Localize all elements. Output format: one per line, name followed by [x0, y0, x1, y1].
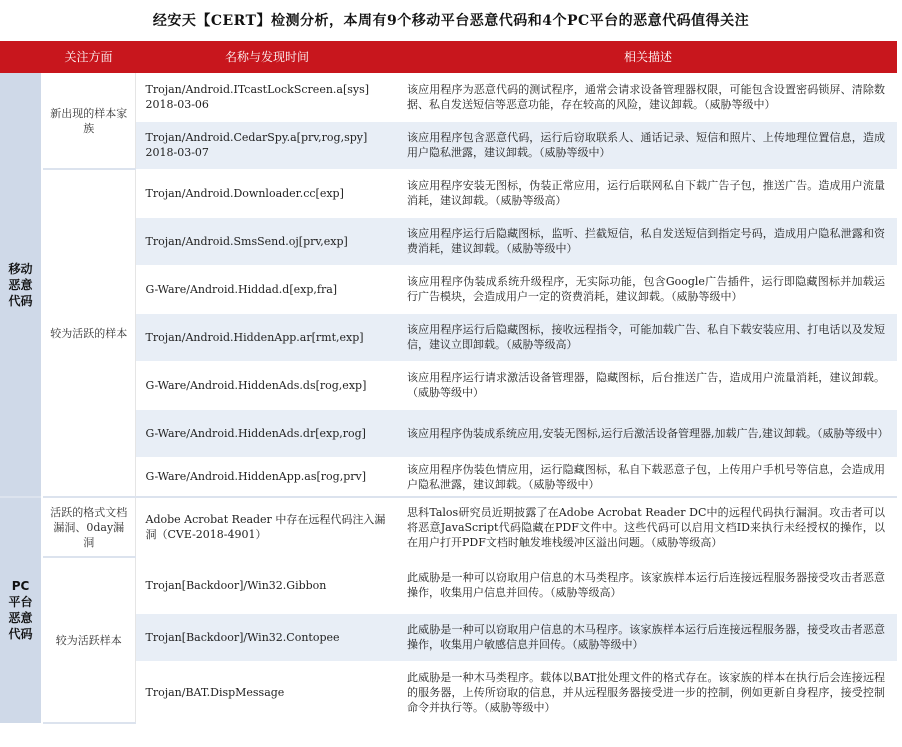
page-title: 经安天【CERT】检测分析，本周有9个移动平台恶意代码和4个PC平台的恶意代码值得关注 [152, 13, 750, 29]
sample-desc: 此威胁是一种可以窃取用户信息的木马程序。该家族样本运行后连接远程服务器，接受攻击者恶意操作，收集用户敏感信息并回传。（威胁等级中） [399, 613, 897, 661]
sample-desc: 该应用程序运行请求激活设备管理器，隐藏图标，后台推送广告，造成用户流量消耗，建议卸载。（威胁等级中） [399, 361, 897, 409]
sample-desc: 此威胁是一种可以窃取用户信息的木马类程序。该家族样本运行后连接远程服务器接受攻击者恶意操作，收集用户信息并回传。（威胁等级高） [399, 557, 897, 613]
sample-name: Trojan/Android.Downloader.cc[exp] [135, 169, 399, 217]
sample-desc: 该应用程序伪装成系统升级程序，无实际功能，包含Google广告插件，运行即隐藏图标并加载运行广告模块，会造成用户一定的资费消耗，建议卸载。（威胁等级中） [399, 265, 897, 313]
category-mobile-label: 移动恶意代码 [8, 261, 33, 308]
sample-name: Trojan/BAT.DispMessage [135, 661, 399, 723]
table-row [0, 661, 897, 723]
sample-desc: 该应用程序包含恶意代码，运行后窃取联系人、通话记录、短信和照片、上传地理位置信息，造成用户隐私泄露，建议卸载。（威胁等级中） [399, 121, 897, 169]
sample-name: G-Ware/Android.HiddenAds.ds[rog,exp] [135, 361, 399, 409]
category-mobile [0, 73, 42, 497]
table-row [0, 457, 897, 497]
sample-desc: 此威胁是一种木马类程序。载体以BAT批处理文件的格式存在。该家族的样本在执行后会连接远程的服务器，上传所窃取的信息，并从远程服务器接受进一步的控制，例如更新自身程序，接受控制命令并执行等。（威胁等级中） [399, 661, 897, 723]
table-row [0, 121, 897, 169]
sample-desc: 该应用程序伪装成系统应用,安装无图标,运行后激活设备管理器,加载广告,建议卸载。（威胁等级中） [399, 409, 897, 457]
sample-name: Adobe Acrobat Reader 中存在远程代码注入漏洞（CVE-2018-4901） [135, 497, 399, 557]
table-row [0, 497, 897, 557]
table-row [0, 557, 897, 613]
sample-desc: 该应用程序伪装色情应用，运行隐藏图标，私自下载恶意子包，上传用户手机号等信息，会造成用户隐私泄露，建议卸载。（威胁等级中） [399, 457, 897, 497]
sample-name: Trojan[Backdoor]/Win32.Contopee [135, 613, 399, 661]
header-focus: 关注方面 [42, 41, 135, 73]
table-row [0, 265, 897, 313]
sample-name: Trojan/Android.SmsSend.oj[prv,exp] [135, 217, 399, 265]
header-desc: 相关描述 [399, 41, 897, 73]
sample-name: Trojan/Android.HiddenApp.ar[rmt,exp] [135, 313, 399, 361]
header-name: 名称与发现时间 [135, 41, 399, 73]
sample-name: Trojan/Android.ITcastLockScreen.a[sys] 2018-03-06 [135, 73, 399, 121]
sample-name: Trojan/Android.CedarSpy.a[prv,rog,spy] 2018-03-07 [135, 121, 399, 169]
category-pc-label: PC平台恶意代码 [8, 579, 33, 642]
group-label-vulnerability: 活跃的格式文档漏洞、0day漏洞 [42, 497, 135, 557]
header-blank [0, 41, 42, 73]
table-row [0, 409, 897, 457]
table-row [0, 217, 897, 265]
sample-name: G-Ware/Android.HiddenApp.as[rog,prv] [135, 457, 399, 497]
group-label-new-family: 新出现的样本家族 [42, 73, 135, 169]
sample-desc: 该应用程序运行后隐藏图标，监听、拦截短信，私自发送短信到指定号码，造成用户隐私泄露和资费消耗，建议卸载。（威胁等级中） [399, 217, 897, 265]
table-row [0, 169, 897, 217]
malware-table [0, 41, 897, 724]
table-row [0, 73, 897, 121]
table-row [0, 361, 897, 409]
sample-desc: 思科Talos研究员近期披露了在Adobe Acrobat Reader DC中的远程代码执行漏洞。攻击者可以将恶意JavaScript代码隐藏在PDF文件中。这些代码可以启用文档ID来执行未经授权的操作，以在用户打开PDF文档时触发堆栈缓冲区溢出问题。（威胁等级高） [399, 497, 897, 557]
table-row [0, 613, 897, 661]
table-row [0, 313, 897, 361]
table-header-row [0, 41, 897, 73]
group-label-active-pc: 较为活跃样本 [42, 557, 135, 723]
category-pc [0, 497, 42, 723]
sample-desc: 该应用程序安装无图标，伪装正常应用，运行后联网私自下载广告子包，推送广告。造成用户流量消耗，建议卸载。（威胁等级高） [399, 169, 897, 217]
sample-name: Trojan[Backdoor]/Win32.Gibbon [135, 557, 399, 613]
sample-desc: 该应用程序为恶意代码的测试程序，通常会请求设备管理器权限，可能包含设置密码锁屏、清除数据、私自发送短信等恶意功能，存在较高的风险，建议卸载。（威胁等级中） [399, 73, 897, 121]
group-label-active: 较为活跃的样本 [42, 169, 135, 497]
sample-desc: 该应用程序运行后隐藏图标，接收远程指令，可能加载广告、私自下载安装应用、打电话以及发短信，建议立即卸载。（威胁等级高） [399, 313, 897, 361]
sample-name: G-Ware/Android.HiddenAds.dr[exp,rog] [135, 409, 399, 457]
sample-name: G-Ware/Android.Hiddad.d[exp,fra] [135, 265, 399, 313]
